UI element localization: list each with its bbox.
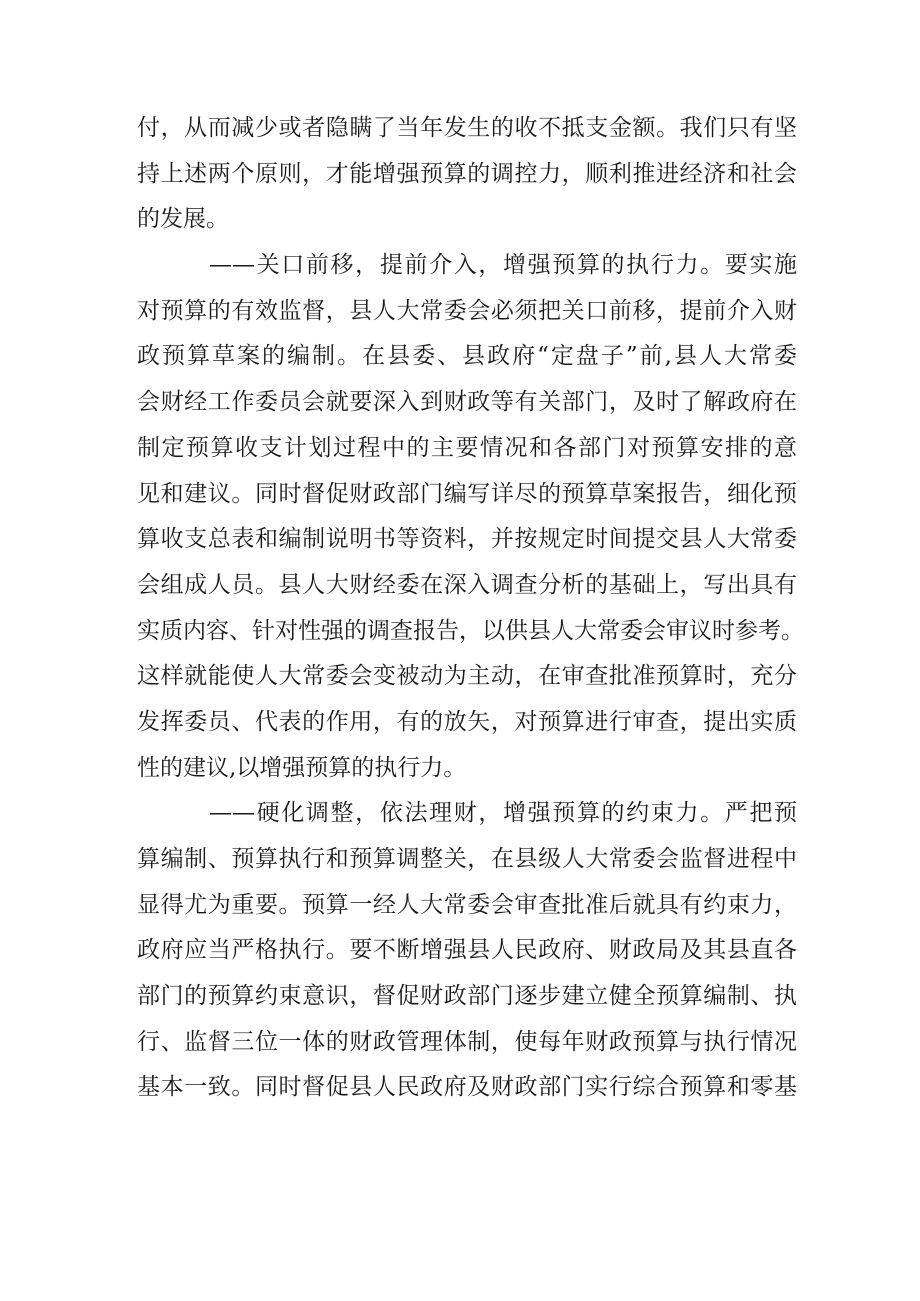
paragraph-line: 会组成人员。县人大财经委在深入调查分析的基础上，写出具有 xyxy=(137,571,797,598)
paragraph-line: 持上述两个原则，才能增强预算的调控力，顺利推进经济和社会 xyxy=(137,160,797,187)
paragraph-line: 这样就能使人大常委会变被动为主动，在审查批准预算时，充分 xyxy=(137,663,797,690)
paragraph-line: 的发展。 xyxy=(137,206,229,233)
paragraph-3 xyxy=(137,791,797,1111)
paragraph-line: 制定预算收支计划过程中的主要情况和各部门对预算安排的意 xyxy=(137,434,797,461)
paragraph-line: 性的建议,以增强预算的执行力。 xyxy=(137,754,467,781)
paragraph-line: 算收支总表和编制说明书等资料，并按规定时间提交县人大常委 xyxy=(137,526,797,553)
paragraph-line: 政预算草案的编制。在县委、县政府“定盘子”前,县人大常委 xyxy=(137,343,797,370)
paragraph-line: 付，从而减少或者隐瞒了当年发生的收不抵支金额。我们只有坚 xyxy=(137,115,797,141)
paragraph-2 xyxy=(137,243,804,791)
paragraph-line: 算编制、预算执行和预算调整关，在县级人大常委会监督进程中 xyxy=(137,846,797,872)
paragraph-line: 部门的预算约束意识，督促财政部门逐步建立健全预算编制、执 xyxy=(137,983,797,1010)
paragraph-1 xyxy=(137,106,797,243)
paragraph-line: 显得尤为重要。预算一经人大常委会审查批准后就具有约束力， xyxy=(137,891,797,918)
paragraph-line: 会财经工作委员会就要深入到财政等有关部门，及时了解政府在 xyxy=(137,389,797,416)
paragraph-line: ——硬化调整，依法理财，增强预算的约束力。严把预 xyxy=(209,800,797,827)
document-body xyxy=(137,106,804,1111)
paragraph-line: 行、监督三位一体的财政管理体制，使每年财政预算与执行情况 xyxy=(137,1028,797,1055)
paragraph-line: 发挥委员、代表的作用，有的放矢，对预算进行审查，提出实质 xyxy=(137,708,797,735)
paragraph-line: 实质内容、针对性强的调查报告，以供县人大常委会审议时参考。 xyxy=(137,617,804,644)
paragraph-line: ——关口前移，提前介入，增强预算的执行力。要实施 xyxy=(209,252,797,279)
paragraph-line: 基本一致。同时督促县人民政府及财政部门实行综合预算和零基 xyxy=(137,1074,797,1101)
paragraph-line: 见和建议。同时督促财政部门编写详尽的预算草案报告，细化预 xyxy=(137,480,797,507)
paragraph-line: 政府应当严格执行。要不断增强县人民政府、财政局及其县直各 xyxy=(137,937,797,964)
paragraph-line: 对预算的有效监督，县人大常委会必须把关口前移，提前介入财 xyxy=(137,297,797,324)
